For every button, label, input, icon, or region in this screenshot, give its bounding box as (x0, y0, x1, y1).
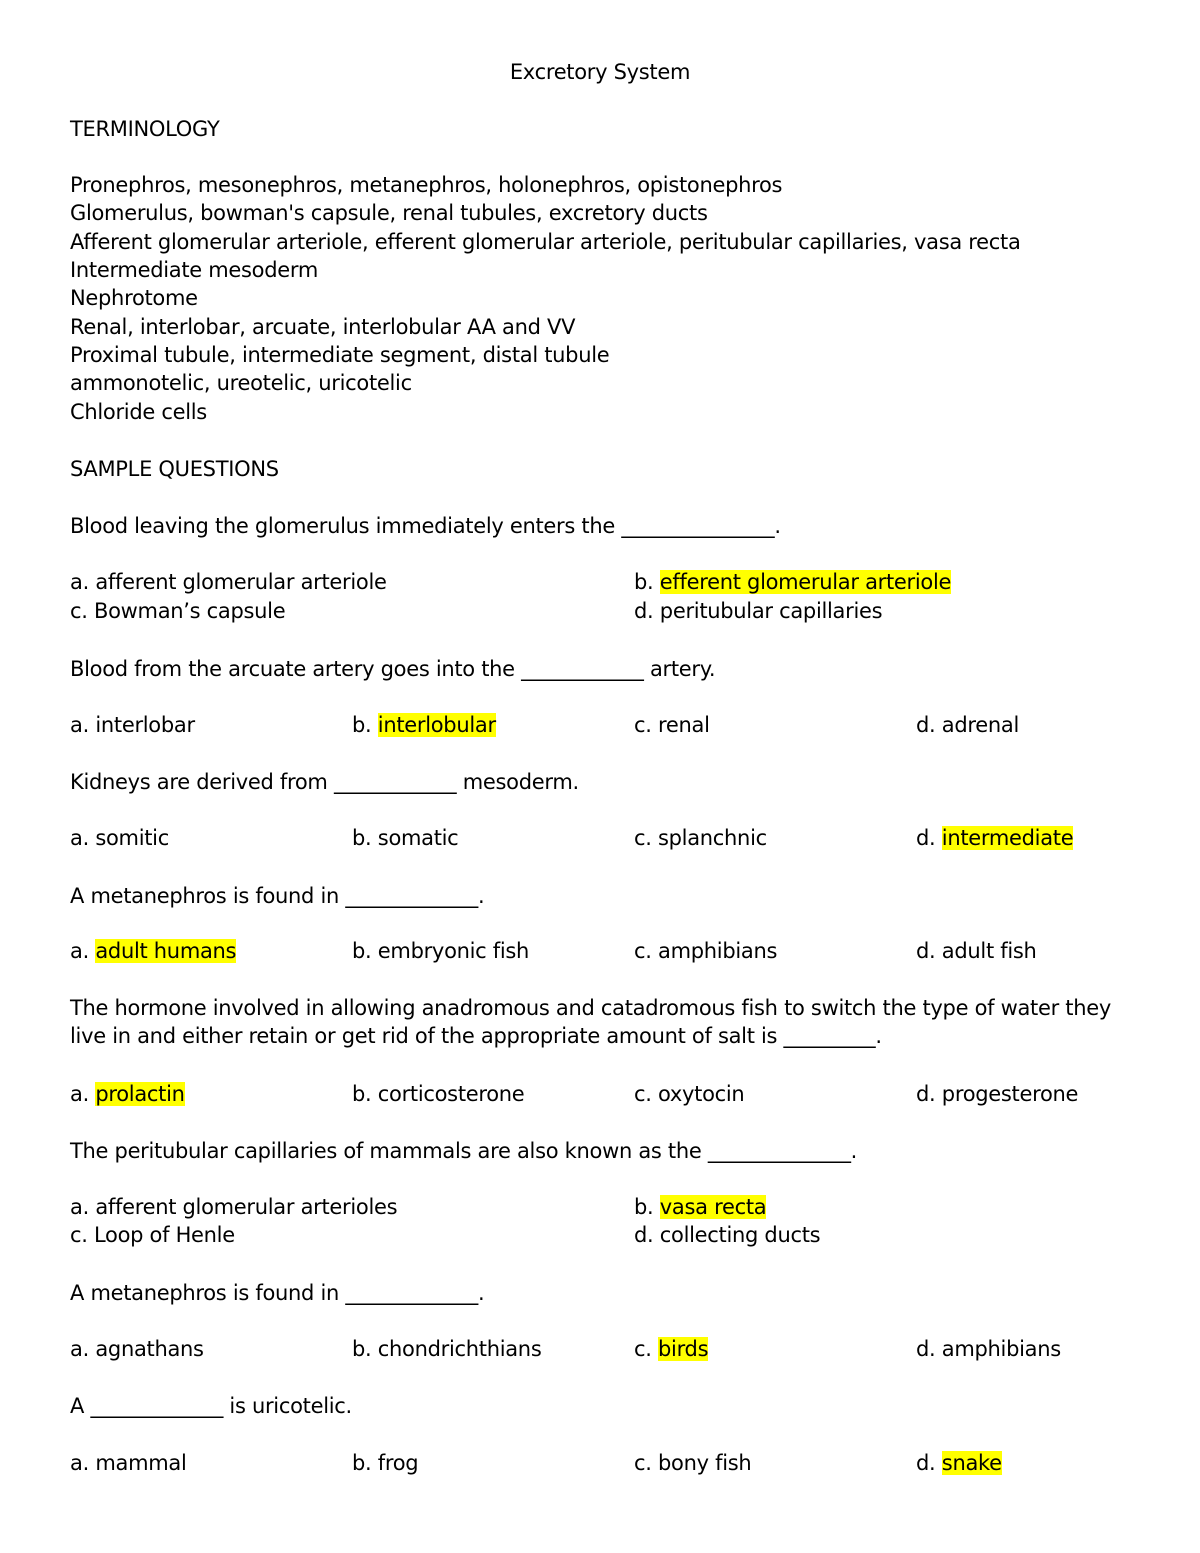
term-line: Chloride cells (70, 400, 207, 424)
answer-highlight: intermediate (941, 826, 1074, 850)
question-text: A metanephros is found in _____________. (70, 884, 485, 908)
answer-highlight: birds (658, 1337, 709, 1361)
question-text: A metanephros is found in _____________. (70, 1281, 485, 1305)
answer-option: c. Bowman’s capsule (70, 599, 286, 623)
question-text: The hormone involved in allowing anadromous and catadromous fish to switch the type of water they (70, 996, 1111, 1020)
answer-option-correct: d. intermediate (916, 826, 1074, 850)
answer-option: c. Loop of Henle (70, 1223, 235, 1247)
answer-option: b. chondrichthians (352, 1337, 542, 1361)
term-line: Glomerulus, bowman's capsule, renal tubules, excretory ducts (70, 201, 708, 225)
answer-option-correct: b. vasa recta (634, 1195, 767, 1219)
answer-highlight: interlobular (377, 713, 496, 737)
answer-option-correct: b. efferent glomerular arteriole (634, 570, 952, 594)
answer-option: c. splanchnic (634, 826, 767, 850)
answer-option: c. oxytocin (634, 1082, 745, 1106)
answer-option-correct: a. adult humans (70, 939, 237, 963)
question-text: Blood leaving the glomerulus immediately enters the _______________. (70, 514, 781, 538)
answer-option: a. somitic (70, 826, 169, 850)
answer-option-correct: c. birds (634, 1337, 709, 1361)
question-text: live in and either retain or get rid of the appropriate amount of salt is _________. (70, 1024, 882, 1048)
answer-option: d. peritubular capillaries (634, 599, 883, 623)
answer-highlight: adult humans (95, 939, 237, 963)
answer-option: d. progesterone (916, 1082, 1079, 1106)
answer-option: d. amphibians (916, 1337, 1061, 1361)
term-line: Nephrotome (70, 286, 198, 310)
term-line: Pronephros, mesonephros, metanephros, holonephros, opistonephros (70, 173, 783, 197)
answer-option: a. afferent glomerular arterioles (70, 1195, 398, 1219)
document-title: Excretory System (509, 60, 691, 84)
answer-option: a. mammal (70, 1451, 187, 1475)
question-text: Kidneys are derived from ____________ mesoderm. (70, 770, 579, 794)
answer-highlight: prolactin (95, 1082, 185, 1106)
answer-option: d. adrenal (916, 713, 1020, 737)
answer-option: c. bony fish (634, 1451, 752, 1475)
answer-option: b. embryonic fish (352, 939, 530, 963)
answer-option-correct: a. prolactin (70, 1082, 185, 1106)
answer-option: b. somatic (352, 826, 459, 850)
answer-option: c. renal (634, 713, 710, 737)
term-line: Proximal tubule, intermediate segment, distal tubule (70, 343, 610, 367)
term-line: Intermediate mesoderm (70, 258, 318, 282)
answer-highlight: snake (941, 1451, 1002, 1475)
answer-option-correct: b. interlobular (352, 713, 496, 737)
answer-option: b. corticosterone (352, 1082, 525, 1106)
answer-highlight: vasa recta (659, 1195, 767, 1219)
question-text: Blood from the arcuate artery goes into the ____________ artery. (70, 657, 716, 681)
answer-option: b. frog (352, 1451, 419, 1475)
answer-option: d. collecting ducts (634, 1223, 821, 1247)
term-line: ammonotelic, ureotelic, uricotelic (70, 371, 412, 395)
answer-option: c. amphibians (634, 939, 778, 963)
answer-highlight: efferent glomerular arteriole (659, 570, 952, 594)
terminology-heading: TERMINOLOGY (70, 117, 220, 141)
answer-option: a. agnathans (70, 1337, 204, 1361)
answer-option: d. adult fish (916, 939, 1037, 963)
question-text: The peritubular capillaries of mammals are also known as the ______________. (70, 1139, 858, 1163)
answer-option: a. afferent glomerular arteriole (70, 570, 387, 594)
answer-option-correct: d. snake (916, 1451, 1002, 1475)
term-line: Afferent glomerular arteriole, efferent glomerular arteriole, peritubular capillaries, vasa recta (70, 230, 1021, 254)
question-text: A _____________ is uricotelic. (70, 1394, 352, 1418)
answer-option: a. interlobar (70, 713, 195, 737)
sample-questions-heading: SAMPLE QUESTIONS (70, 457, 279, 481)
term-line: Renal, interlobar, arcuate, interlobular AA and VV (70, 315, 576, 339)
